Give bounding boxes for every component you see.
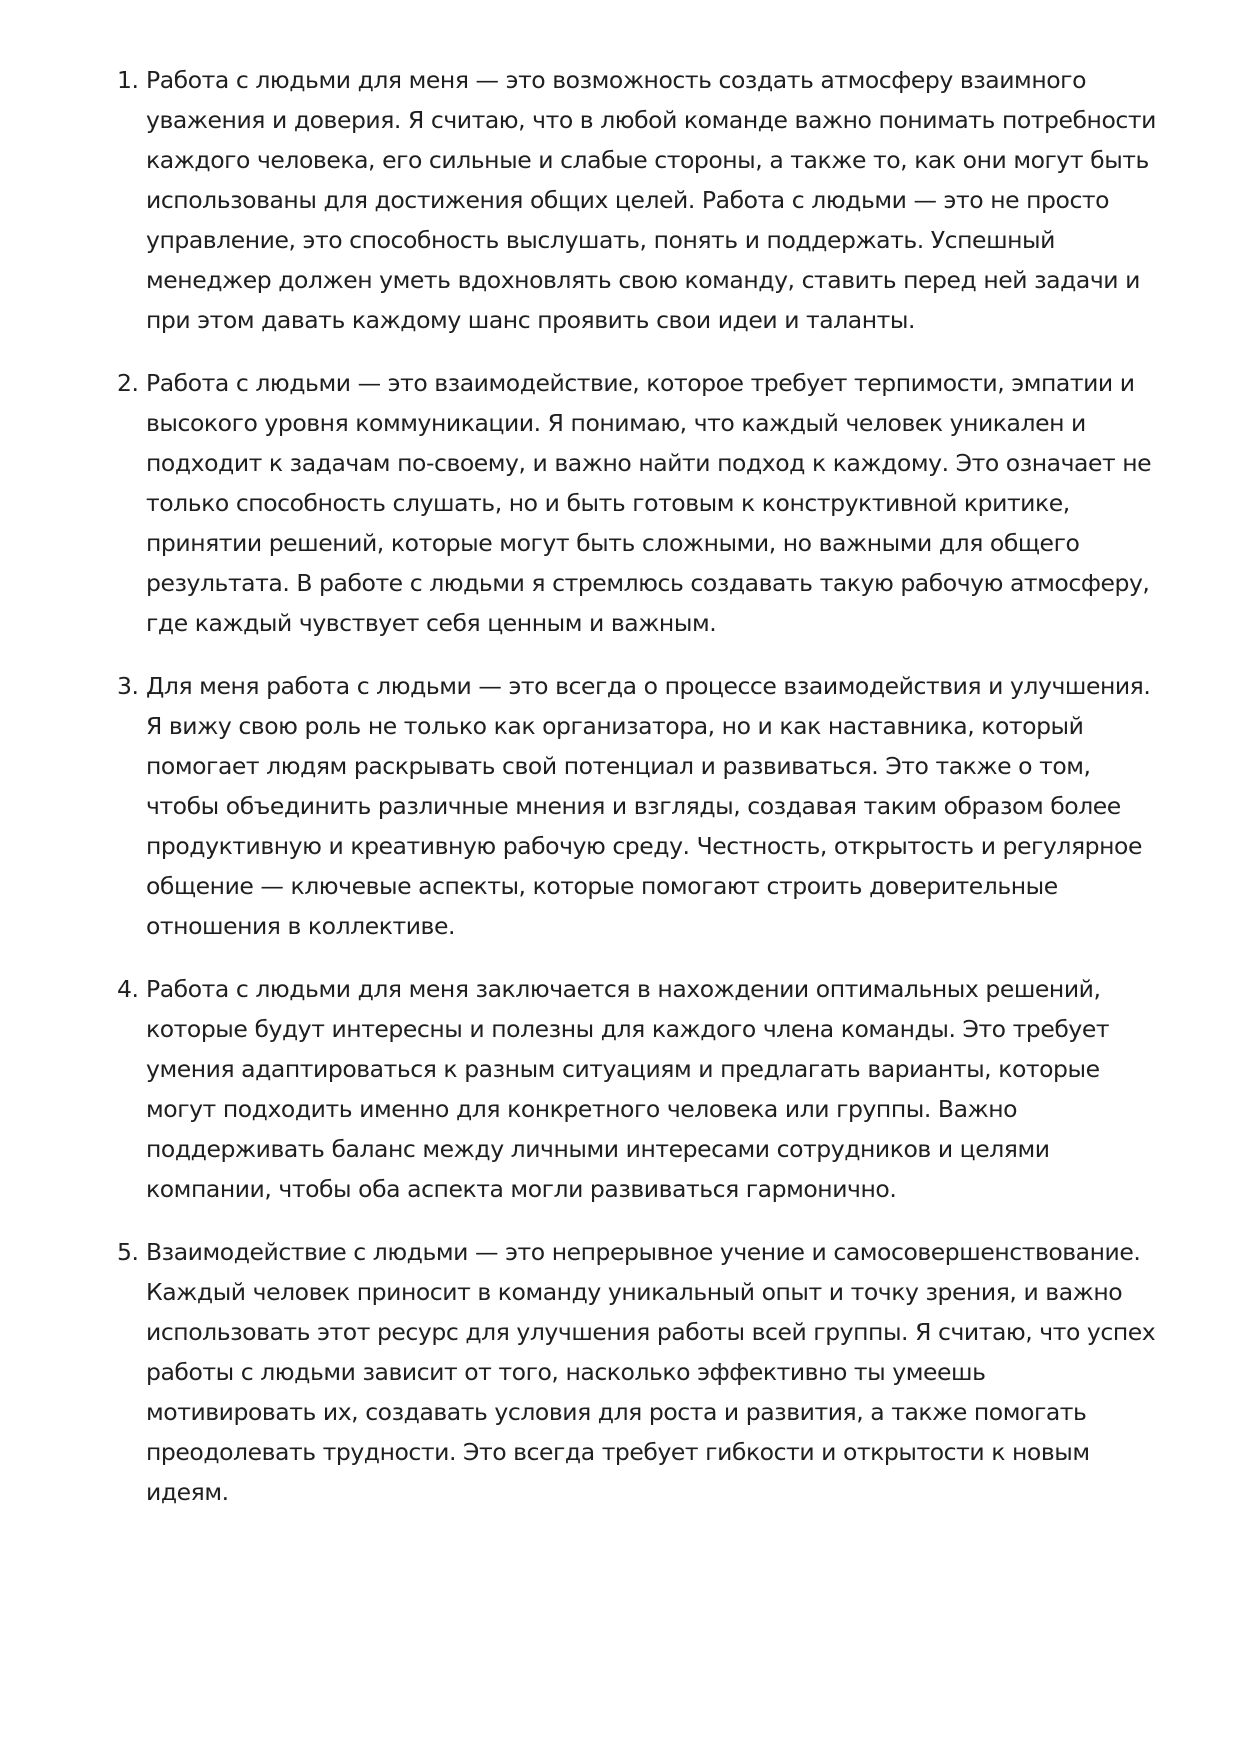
list-item-text: Работа с людьми для меня — это возможность создать атмосферу взаимного уважения и доверия. Я считаю, что в любой команде важно понимать потребности каждого человека, его сильные и слабые стороны, а также то, как они могут быть использованы для достижения общих целей. Работа с людьми — это не просто управление, это способность выслушать, понять и поддержать. Успешный менеджер должен уметь вдохновлять свою команду, ставить перед ней задачи и при этом давать каждому шанс проявить свои идеи и таланты. xyxy=(146,66,1156,334)
list-item-text: Для меня работа с людьми — это всегда о процессе взаимодействия и улучшения. Я вижу свою роль не только как организатора, но и как наставника, который помогает людям раскрывать свой потенциал и развиваться. Это также о том, чтобы объединить различные мнения и взгляды, создавая таким образом более продуктивную и креативную рабочую среду. Честность, открытость и регулярное общение — ключевые аспекты, которые помогают строить доверительные отношения в коллективе. xyxy=(146,672,1151,940)
list-item xyxy=(117,1232,1157,1512)
list-item xyxy=(117,363,1157,643)
list-item xyxy=(117,60,1157,340)
list-item-number: 5. xyxy=(117,1238,139,1266)
list-item-text: Работа с людьми — это взаимодействие, которое требует терпимости, эмпатии и высокого уровня коммуникации. Я понимаю, что каждый человек уникален и подходит к задачам по-своему, и важно найти подход к каждому. Это означает не только способность слушать, но и быть готовым к конструктивной критике, принятии решений, которые могут быть сложными, но важными для общего результата. В работе с людьми я стремлюсь создавать такую рабочую атмосферу, где каждый чувствует себя ценным и важным. xyxy=(146,369,1152,637)
list-item-number: 3. xyxy=(117,672,139,700)
list-item-number: 1. xyxy=(117,66,139,94)
list-item-number: 2. xyxy=(117,369,139,397)
list-item-text: Взаимодействие с людьми — это непрерывное учение и самосовершенствование. Каждый человек приносит в команду уникальный опыт и точку зрения, и важно использовать этот ресурс для улучшения работы всей группы. Я считаю, что успех работы с людьми зависит от того, насколько эффективно ты умеешь мотивировать их, создавать условия для роста и развития, а также помогать преодолевать трудности. Это всегда требует гибкости и открытости к новым идеям. xyxy=(146,1238,1156,1506)
list-item xyxy=(117,666,1157,946)
numbered-list xyxy=(117,60,1157,1535)
list-item xyxy=(117,969,1157,1209)
list-item-text: Работа с людьми для меня заключается в нахождении оптимальных решений, которые будут интересны и полезны для каждого члена команды. Это требует умения адаптироваться к разным ситуациям и предлагать варианты, которые могут подходить именно для конкретного человека или группы. Важно поддерживать баланс между личными интересами сотрудников и целями компании, чтобы оба аспекта могли развиваться гармонично. xyxy=(146,975,1110,1203)
list-item-number: 4. xyxy=(117,975,139,1003)
